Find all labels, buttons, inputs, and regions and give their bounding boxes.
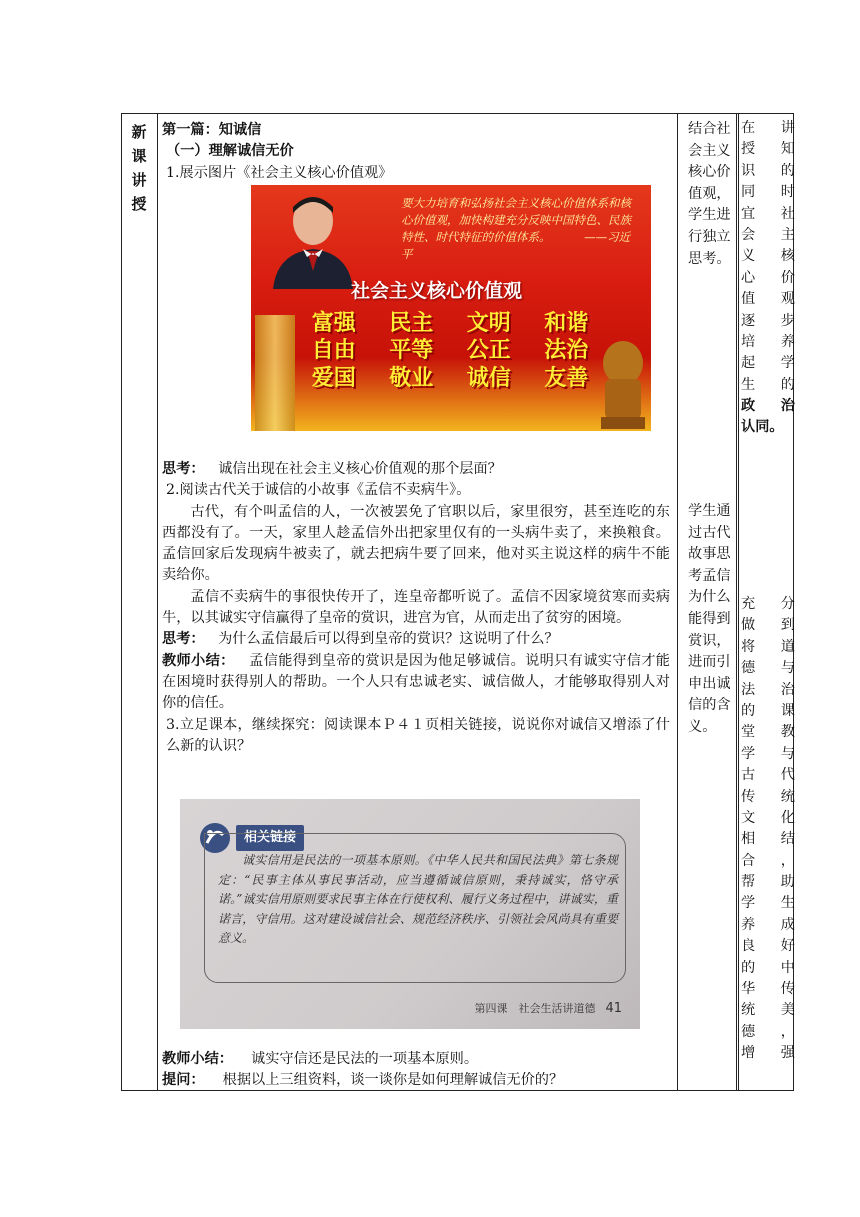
intent-line [741, 893, 795, 914]
column-divider [157, 114, 158, 1090]
intent-line [741, 225, 795, 246]
story-paragraph-2: 孟信不卖病牛的事很快传开了，连皇帝都听说了。孟信不因家境贫寒而卖病牛，以其诚实守信赢得了皇帝的赏识，进宫为官，从而走出了贫穷的困境。 [162, 588, 670, 627]
core-value: 公正 [466, 338, 511, 364]
closing-content [162, 1049, 670, 1092]
intent-char: 核 [780, 248, 795, 265]
stage-char: 新 [131, 123, 147, 141]
intent-char: 到 [780, 617, 795, 634]
activity-line: 信的含 [688, 697, 731, 714]
core-values-grid [295, 313, 605, 389]
intent-char: 养 [780, 333, 795, 350]
intent-char: 识 [741, 162, 756, 179]
intent-char: 相 [741, 831, 756, 848]
intent-char: 古 [741, 767, 756, 784]
intent-char: 养 [741, 916, 756, 933]
intent-char: 讲 [780, 120, 795, 136]
column-divider [677, 114, 678, 1090]
intent-char: 传 [741, 788, 756, 805]
activity-block-1 [688, 119, 743, 270]
textbook-link-image [180, 799, 640, 1029]
stage-char: 课 [131, 147, 147, 165]
intent-line [741, 182, 795, 203]
intent-line [741, 701, 795, 722]
link-header: 相关链接 [198, 821, 304, 855]
think-2: 思考： 为什么孟信最后可以得到皇帝的赏识？这说明了什么？ [162, 631, 559, 648]
intent-block-1 [741, 118, 795, 439]
intent-char: 好 [780, 938, 795, 955]
intent-char: 与 [780, 745, 795, 762]
activity-line: 学生通 [688, 503, 731, 519]
intent-line [741, 375, 795, 396]
intent-char: 合 [741, 852, 756, 869]
intent-char: 文 [741, 809, 756, 826]
intent-char: 做 [741, 617, 756, 634]
intent-line [741, 1022, 795, 1043]
intent-char: 义 [741, 248, 756, 265]
link-text: 诚实信用是民法的一项基本原则。《中华人民共和国民法典》第七条规定：“民事主体从事民事活动，应当遵循诚信原则，秉持诚实，恪守承诺。”诚实信用原则要求民事主体在行使权利、履行义务过程中，讲诚实，重诺言，守信用。这对建设诚信社会、规范经济秩序、引领社会风尚具有重要意义。 [218, 853, 618, 945]
intent-line [741, 936, 795, 957]
intent-char: 逐 [741, 312, 756, 329]
intent-char: 充 [741, 596, 756, 612]
intent-char: 宜 [741, 205, 756, 222]
intent-char: 学 [741, 745, 756, 762]
activity-block-2 [688, 501, 731, 739]
poster-signature: ——习近平 [401, 230, 631, 261]
intent-line [741, 118, 795, 139]
subsection-title: （一）理解诚信无价 [166, 143, 294, 160]
intent-char: 治 [780, 398, 795, 415]
intent-char: 认同。 [741, 419, 784, 436]
portrait-figure-icon [269, 191, 357, 289]
intent-line [741, 417, 795, 438]
intent-line [741, 246, 795, 267]
intent-char: 步 [780, 312, 795, 329]
intent-block-2 [741, 594, 795, 1065]
intent-char: 治 [780, 681, 795, 698]
intent-char: 德 [741, 660, 756, 677]
intent-char: 成 [780, 916, 795, 933]
intent-char: 生 [741, 376, 756, 393]
intent-line [741, 204, 795, 225]
section-title: 第一篇：知诚信 [162, 122, 262, 138]
intent-char: 结 [780, 831, 795, 848]
intent-char: 授 [741, 141, 756, 158]
story-paragraph-1: 古代，有个叫孟信的人，一次被罢免了官职以后，家里很穷，甚至连吃的东西都没有了。一天，家里人趁孟信外出把家里仅有的一头病牛卖了，来换粮食。孟信回家后发现病牛被卖了，就去把病牛要了回来，他对买主说这样的病牛不能卖给你。 [162, 503, 670, 584]
intent-char: 价 [780, 269, 795, 286]
think-1: 思考： 诚信出现在社会主义核心价值观的那个层面？ [162, 461, 502, 477]
intent-line [741, 851, 795, 872]
intent-char: 将 [741, 638, 756, 655]
lesson-table [121, 113, 794, 1091]
intent-char: 美 [780, 1002, 795, 1019]
intent-line [741, 958, 795, 979]
activity-line: 值观， [688, 185, 731, 202]
intent-line [741, 332, 795, 353]
activity-line: 义。 [688, 718, 717, 735]
intent-char: 主 [780, 226, 795, 243]
intent-char: 时 [780, 184, 795, 201]
intent-char: 化 [780, 809, 795, 826]
activity-line: 学生进 [688, 207, 731, 224]
intent-line [741, 353, 795, 374]
intent-line [741, 808, 795, 829]
intent-char: 观 [780, 291, 795, 308]
intent-char: 堂 [741, 724, 756, 741]
intent-char: 在 [741, 120, 756, 136]
intent-char: 学 [741, 895, 756, 912]
intent-char: 中 [780, 959, 795, 976]
intent-char: 心 [741, 269, 756, 286]
core-value: 富强 [311, 311, 356, 336]
intent-char: 道 [780, 638, 795, 655]
intent-char: 的 [741, 702, 756, 719]
stage-char: 讲 [131, 171, 147, 189]
intent-line [741, 744, 795, 765]
intent-line [741, 161, 795, 182]
intent-line [741, 1000, 795, 1021]
intent-char: 的 [741, 959, 756, 976]
intent-line [741, 829, 795, 850]
intent-char: 分 [780, 596, 795, 612]
core-value: 文明 [466, 311, 511, 336]
core-value: 爱国 [311, 365, 356, 391]
core-value: 法治 [544, 338, 589, 364]
intent-line [741, 765, 795, 786]
intent-char: 的 [780, 162, 795, 179]
activity-line: 故事思 [688, 546, 731, 563]
core-values-poster-image [251, 185, 651, 431]
intent-line [741, 637, 795, 658]
activity-line: 思考。 [688, 250, 731, 267]
core-value: 和谐 [544, 311, 589, 336]
item-2: 2.阅读古代关于诚信的小故事《孟信不卖病牛》。 [166, 482, 471, 499]
intent-char: 知 [780, 141, 795, 158]
intent-char: 学 [780, 355, 795, 372]
intent-line [741, 658, 795, 679]
intent-line [741, 311, 795, 332]
intent-char: ， [780, 852, 795, 869]
activity-line: 为什么 [688, 589, 731, 606]
intent-char: 社 [780, 205, 795, 222]
activity-line: 结合社 [688, 121, 731, 137]
core-value: 友善 [544, 365, 589, 391]
intent-char: 同 [741, 184, 756, 201]
activity-line: 进而引 [688, 654, 731, 671]
page-number: 41 [605, 1000, 622, 1016]
core-value: 平等 [389, 338, 434, 364]
activity-line: 申出诚 [688, 675, 731, 692]
intent-char: 德 [741, 1023, 756, 1040]
intent-char: 值 [741, 291, 756, 308]
intent-char: 培 [741, 333, 756, 350]
stage-char: 授 [131, 195, 147, 213]
poster-banner: 社会主义核心价值观 [351, 280, 523, 302]
intent-char: 帮 [741, 874, 756, 891]
intent-char: 华 [741, 981, 756, 998]
intent-char: 课 [780, 702, 795, 719]
intent-line [741, 139, 795, 160]
book-footer: 第四课 社会生活讲道德 41 [474, 1000, 622, 1016]
activity-line: 核心价 [688, 164, 731, 181]
intent-char: 教 [780, 724, 795, 741]
core-value: 诚信 [466, 365, 511, 391]
activity-line: 考孟信 [688, 567, 731, 584]
intent-line [741, 594, 795, 615]
activity-line: 行独立 [688, 228, 731, 245]
intent-line [741, 722, 795, 743]
item-1: 1.展示图片《社会主义核心价值观》 [166, 164, 393, 181]
intent-line [741, 289, 795, 310]
item-3: 3.立足课本，继续探究：阅读课本Ｐ４１页相关链接，说说你对诚信又增添了什么新的认识？ [166, 716, 670, 754]
intent-line [741, 915, 795, 936]
activity-line: 过古代 [688, 524, 731, 541]
core-value: 民主 [389, 311, 434, 336]
core-value: 自由 [311, 338, 356, 364]
intent-char: 强 [780, 1045, 795, 1062]
intent-char: 起 [741, 355, 756, 372]
intent-line [741, 396, 795, 417]
intent-line [741, 1043, 795, 1064]
activity-line: 能得到 [688, 610, 731, 627]
intent-char: 会 [741, 226, 756, 243]
intent-char: 生 [780, 895, 795, 912]
intent-char: 传 [780, 981, 795, 998]
intent-char: 统 [780, 788, 795, 805]
intent-line [741, 680, 795, 701]
stage-label-column [122, 114, 156, 1090]
intent-char: 助 [780, 874, 795, 891]
intent-line [741, 787, 795, 808]
intent-char: 与 [780, 660, 795, 677]
intent-char: 良 [741, 938, 756, 955]
huabiao-pillar-icon [255, 315, 295, 431]
activity-line: 会主义 [688, 142, 731, 159]
intent-char: 的 [780, 376, 795, 393]
activity-line: 赏识， [688, 632, 731, 649]
student-activity-column [679, 114, 747, 1090]
intent-char: ， [780, 1023, 795, 1040]
lower-content [162, 459, 670, 757]
intent-char: 增 [741, 1045, 756, 1062]
question: 提问： 根据以上三组资料，谈一谈你是如何理解诚信无价的？ [162, 1072, 564, 1089]
teacher-summary-1: 教师小结： 孟信能得到皇帝的赏识是因为他足够诚信。说明只有诚实守信才能在困境时获得别人的帮助。一个人只有忠诚老实、诚信做人，才能够取得别人对你的信任。 [162, 652, 670, 712]
intent-line [741, 979, 795, 1000]
teacher-summary-2: 教师小结： 诚实守信还是民法的一项基本原则。 [162, 1051, 479, 1067]
intent-line [741, 268, 795, 289]
stone-lion-icon [599, 333, 647, 429]
intent-char: 法 [741, 681, 756, 698]
intent-char: 代 [780, 767, 795, 784]
intent-line [741, 872, 795, 893]
core-value: 敬业 [389, 365, 434, 391]
intent-char: 政 [741, 398, 756, 415]
intent-char: 统 [741, 1002, 756, 1019]
design-intent-column [739, 114, 797, 1090]
intent-line [741, 615, 795, 636]
poster-quote: 要大力培育和弘扬社会主义核心价值体系和核心价值观，加快构建充分反映中国特色、民族特性、时代特征的价值体系。 ——习近平 [401, 196, 631, 261]
teaching-content-column [158, 114, 682, 1089]
